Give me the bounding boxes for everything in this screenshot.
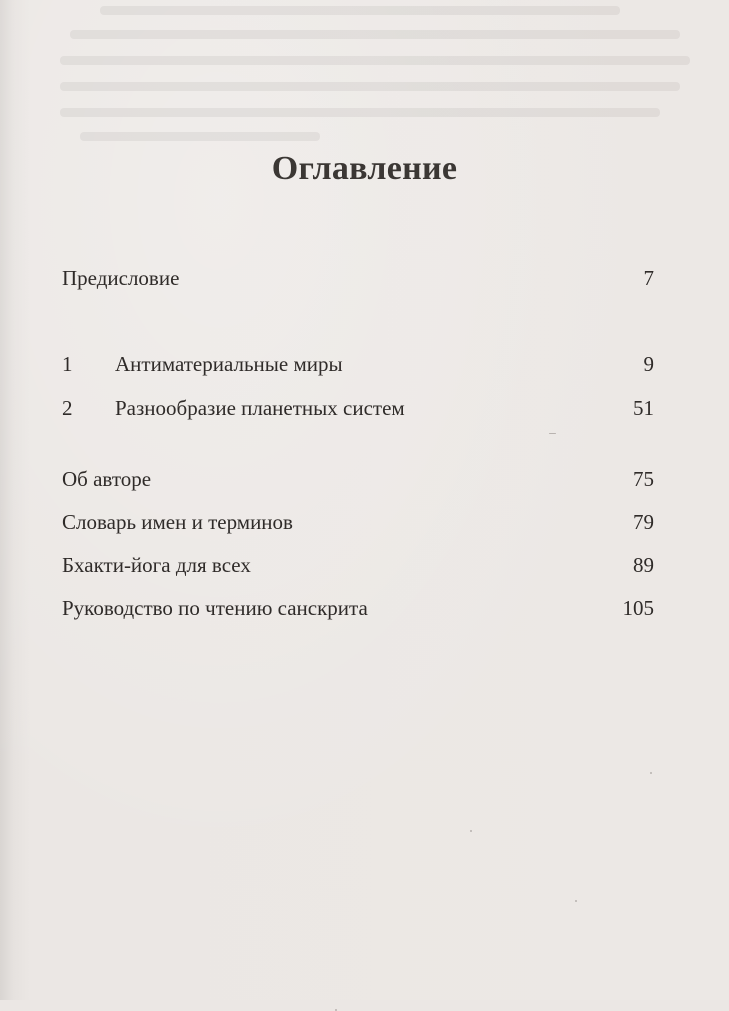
chapter-number: 2	[62, 396, 73, 420]
toc-entry-chapter-2[interactable]	[62, 393, 654, 423]
paper-speck	[650, 772, 652, 774]
toc-entry-about-author[interactable]	[62, 464, 654, 494]
paper-speck	[470, 830, 472, 832]
toc-entry-label: Руководство по чтению санскрита	[62, 596, 368, 620]
toc-entry-label: Словарь имен и терминов	[62, 510, 293, 534]
toc-entry-page: 105	[622, 596, 654, 620]
toc-entry-chapter-1[interactable]	[62, 349, 654, 379]
toc-entry-page: 9	[643, 352, 654, 376]
toc-entry-label: Бхакти-йога для всех	[62, 553, 251, 577]
show-through-text	[60, 0, 700, 150]
toc-entry-page: 7	[643, 266, 654, 290]
toc-entry-page: 75	[633, 467, 654, 491]
toc-entry-label: Разнообразие планетных систем	[115, 396, 405, 420]
paper-speck	[549, 433, 556, 434]
toc-entry-label: Антиматериальные миры	[115, 352, 343, 376]
toc-entry-page: 89	[633, 553, 654, 577]
toc-title: Оглавление	[271, 150, 458, 187]
paper-speck	[575, 900, 577, 902]
toc-entry-glossary[interactable]	[62, 507, 654, 537]
toc-entry-sanskrit-guide[interactable]	[62, 593, 654, 623]
toc-entry-label: Предисловие	[62, 266, 180, 290]
chapter-number: 1	[62, 352, 73, 376]
toc-entry-bhakti-yoga[interactable]	[62, 550, 654, 580]
toc-entry-label: Об авторе	[62, 467, 152, 491]
toc-entry-page: 79	[633, 510, 654, 534]
toc-entry-preface[interactable]	[62, 263, 654, 293]
toc-entry-page: 51	[633, 396, 654, 420]
